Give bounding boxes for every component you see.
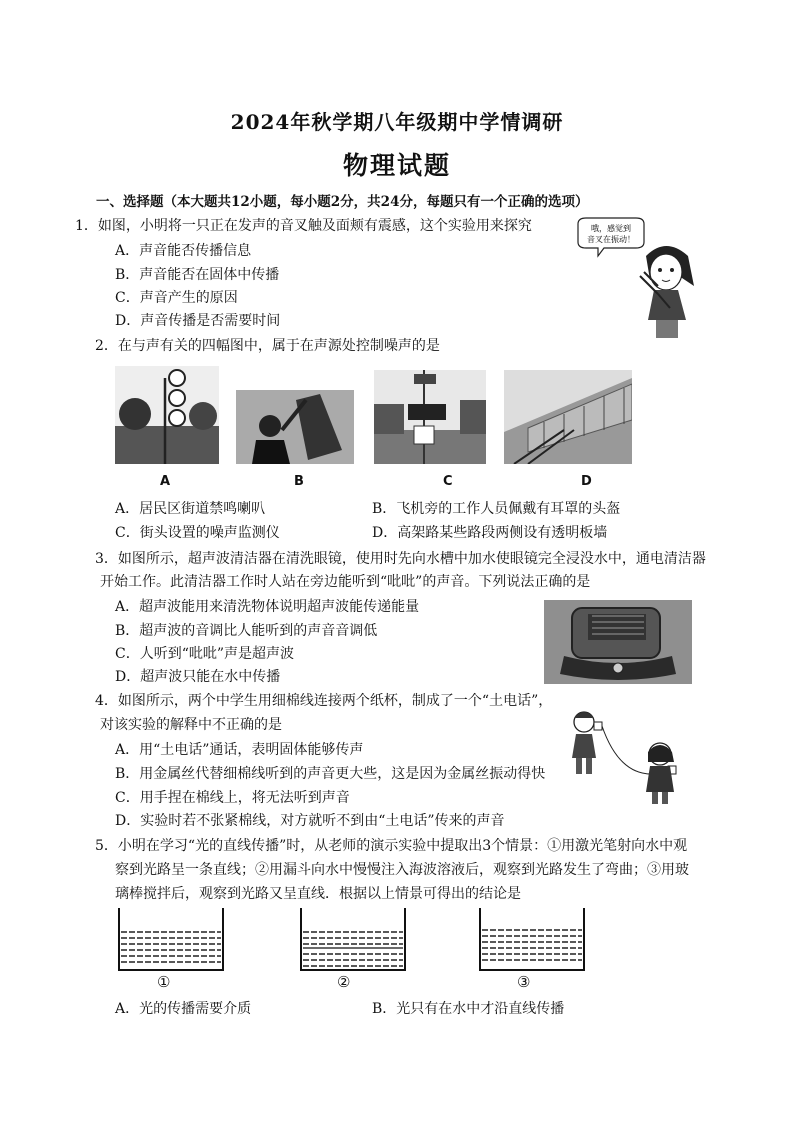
question-4-option-d: D．实验时若不张紧棉线，对方就听不到由“土电话”传来的声音 (115, 813, 505, 829)
q2-caption-b: B (294, 474, 304, 489)
question-4-option-c: C．用手捏在棉线上，将无法听到声音 (115, 790, 350, 806)
speech-bubble-line2: 音叉在振动！ (587, 235, 635, 244)
question-5-stem-line1: 5．小明在学习“光的直线传播”时，从老师的演示实验中提取出3个情景：①用激光笔射向水中观 (95, 838, 688, 854)
question-2-option-d: D．高架路某些路段两侧设有透明板墙 (372, 525, 608, 541)
question-1-option-c: C．声音产生的原因 (115, 290, 238, 306)
q2-caption-c: C (443, 474, 453, 489)
question-5-stem-line2: 察到光路呈一条直线；②用漏斗向水中慢慢注入海波溶液后，观察到光路发生了弯曲；③用玻 (115, 862, 689, 878)
q2-caption-d: D (581, 474, 592, 489)
question-4-option-a: A．用“土电话”通话，表明固体能够传声 (115, 742, 364, 758)
question-1-stem: 1．如图，小明将一只正在发声的音叉触及面颊有震感，这个实验用来探究 (75, 218, 532, 234)
section-heading: 一、选择题（本大题共12小题，每小题2分，共24分，每题只有一个正确的选项） (96, 194, 589, 210)
question-3-option-d: D．超声波只能在水中传播 (115, 669, 281, 685)
question-1-option-a: A．声音能否传播信息 (115, 243, 252, 259)
question-4-stem-line2: 对该实验的解释中不正确的是 (100, 717, 282, 733)
beaker-label-3: ③ (517, 973, 531, 991)
q2-photo-d-noise-barrier (504, 370, 632, 464)
q2-caption-a: A (160, 474, 171, 489)
question-5-option-a: A．光的传播需要介质 (115, 1001, 252, 1017)
question-3-option-b: B．超声波的音调比人能听到的声音音调低 (115, 623, 378, 639)
beaker-figure-1 (115, 906, 227, 972)
string-telephone-figure (562, 704, 686, 806)
tuning-fork-girl-figure (574, 216, 708, 344)
exam-title: 2024年秋学期八年级期中学情调研 (230, 110, 564, 134)
question-3-option-c: C．人听到“吡吡”声是超声波 (115, 646, 295, 662)
subject-title: 物理试题 (342, 151, 451, 180)
question-2-stem: 2．在与声有关的四幅图中，属于在声源处控制噪声的是 (95, 338, 440, 354)
question-1-option-d: D．声音传播是否需要时间 (115, 313, 281, 329)
ultrasonic-cleaner-photo (544, 600, 692, 684)
question-4-stem-line1: 4．如图所示，两个中学生用细棉线连接两个纸杯，制成了一个“土电话”， (95, 693, 553, 709)
question-3-stem-line2: 开始工作。此清洁器工作时人站在旁边能听到“吡吡”的声音。下列说法正确的是 (100, 574, 591, 590)
beaker-figure-2 (297, 906, 409, 972)
question-5-option-b: B．光只有在水中才沿直线传播 (372, 1001, 565, 1017)
question-2-option-c: C．街头设置的噪声监测仪 (115, 525, 280, 541)
speech-bubble-line1: 哦，感觉到 (591, 224, 631, 233)
question-2-option-b: B．飞机旁的工作人员佩戴有耳罩的头盔 (372, 501, 621, 517)
q2-photo-b-ear-muffs (236, 390, 354, 464)
beaker-label-1: ① (157, 973, 171, 991)
question-2-option-a: A．居民区街道禁鸣喇叭 (115, 501, 266, 517)
question-1-option-b: B．声音能否在固体中传播 (115, 267, 280, 283)
beaker-label-2: ② (337, 973, 351, 991)
q2-photo-a-no-horn-sign (115, 366, 219, 464)
q2-photo-c-noise-monitor (374, 370, 486, 464)
beaker-figure-3 (476, 906, 588, 972)
question-5-stem-line3: 璃棒搅拌后，观察到光路又呈直线．根据以上情景可得出的结论是 (115, 886, 521, 902)
question-3-option-a: A．超声波能用来清洗物体说明超声波能传递能量 (115, 599, 420, 615)
question-4-option-b: B．用金属丝代替细棉线听到的声音更大些，这是因为金属丝振动得快 (115, 766, 546, 782)
question-3-stem-line1: 3．如图所示，超声波清洁器在清洗眼镜，使用时先向水槽中加水使眼镜完全浸没水中，通电清洁器 (95, 551, 706, 567)
